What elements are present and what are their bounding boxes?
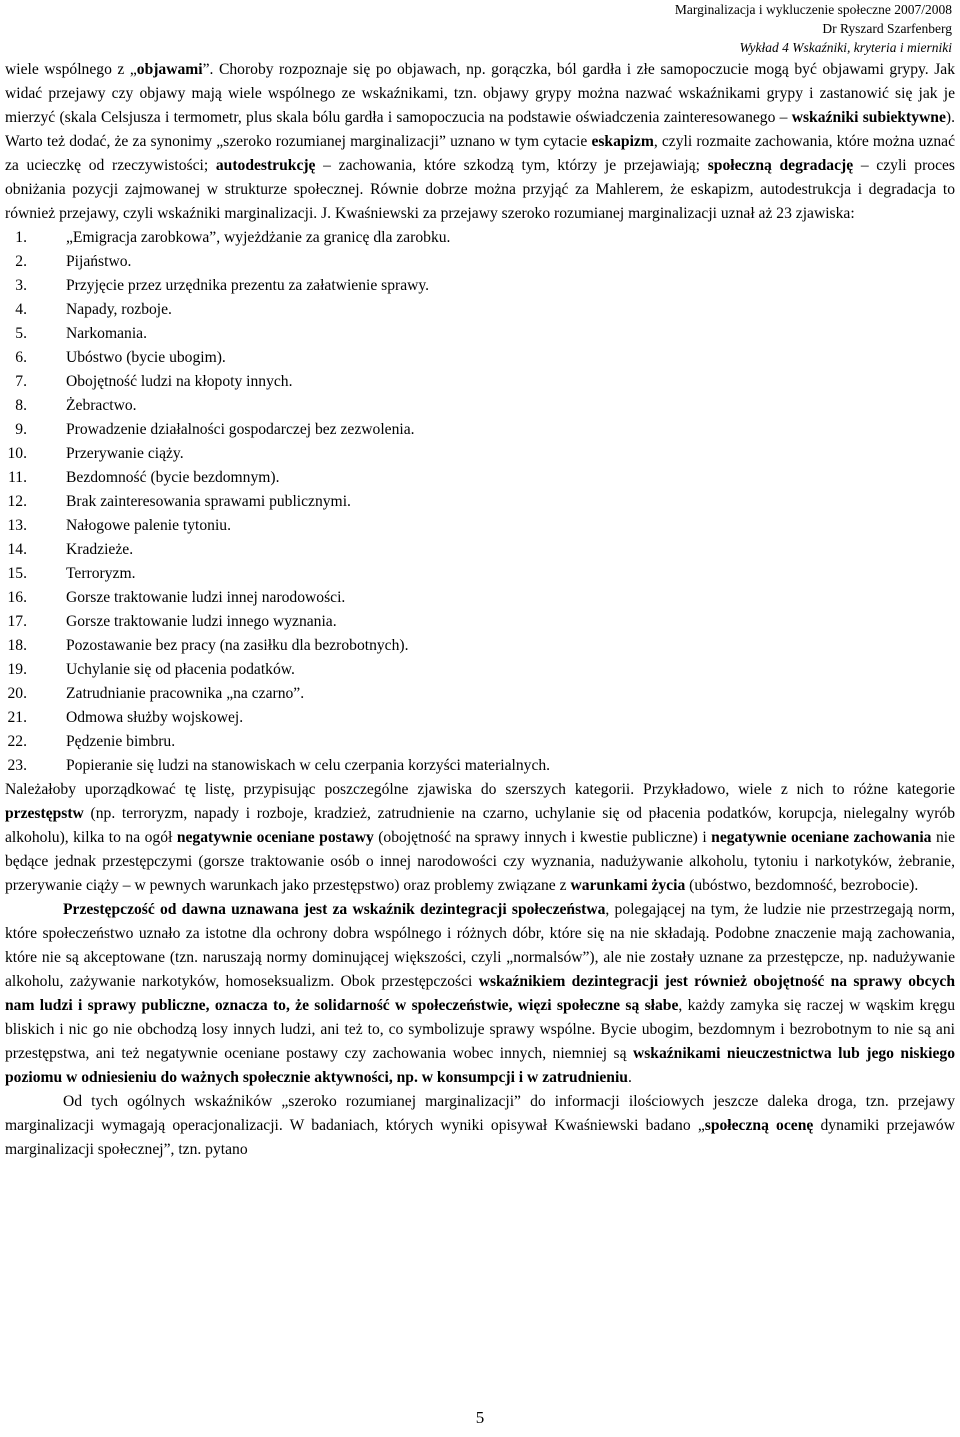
list-item-text: Prowadzenie działalności gospodarczej bez zezwolenia.: [66, 421, 415, 438]
list-item-number: 10.: [7, 445, 27, 462]
list-item: [5, 274, 955, 298]
bold-run: autodestrukcję: [215, 157, 316, 174]
bold-run: społeczną degradację: [707, 157, 854, 174]
list-item-number: 13.: [7, 517, 27, 534]
list-item-number: 19.: [7, 661, 27, 678]
list-item: [5, 538, 955, 562]
text-run: ). Warto też dodać, że za synonimy „szeroko rozumianej marginalizacji” uznano w tym cytacie: [5, 109, 955, 150]
list-item: [5, 226, 955, 250]
text-run: , polegającej na tym, że ludzie nie przestrzegają norm, które społeczeństwo uznało za istotne dla ochrony dobra wspólnego i różnych dóbr, które się na nie składają. Podobne znaczenie mają zachowania, które nie są akceptowane (tzn. naruszają normy dominującej większości, czyli „normalsów”), ale nie zostały uznane za przestępcze, np. nadużywanie alkoholu, zażywanie narkotyków, homoseksualizm. Obok przestępczości: [5, 901, 955, 990]
list-item: [5, 322, 955, 346]
list-item: [5, 490, 955, 514]
paragraph-crime: [5, 898, 955, 1090]
text-run: wiele wspólnego z „: [5, 61, 137, 78]
list-item-text: Pozostawanie bez pracy (na zasiłku dla bezrobotnych).: [66, 637, 409, 654]
list-item: [5, 754, 955, 778]
list-item: [5, 514, 955, 538]
text-run: nie będące jednak przestępczymi (gorsze traktowanie osób o innej narodowości czy wyznania, nadużywanie alkoholu, tytoniu i narkotyków, żebranie, przerywanie ciąży – w pewnych warunkach jako przestępstwo) oraz problemy związane z: [5, 829, 955, 894]
paragraph-operationalization: [5, 1090, 955, 1162]
paragraph-categories: [5, 778, 955, 898]
list-item: [5, 610, 955, 634]
list-item-text: Terroryzm.: [66, 565, 136, 582]
list-item: [5, 370, 955, 394]
list-item-number: 23.: [7, 757, 27, 774]
list-item-text: Narkomania.: [66, 325, 147, 342]
list-item-number: 8.: [15, 397, 27, 414]
list-item: [5, 442, 955, 466]
list-item-text: Popieranie się ludzi na stanowiskach w celu czerpania korzyści materialnych.: [66, 757, 551, 774]
list-item-text: Zatrudnianie pracownika „na czarno”.: [66, 685, 305, 702]
list-item-text: Ubóstwo (bycie ubogim).: [66, 349, 226, 366]
header-lecture-number: Wykład 4: [739, 40, 789, 55]
bold-run: eskapizm: [591, 133, 654, 150]
list-item: [5, 418, 955, 442]
header-lecture: [392, 38, 952, 57]
list-item-text: Pijaństwo.: [66, 253, 132, 270]
list-item: [5, 586, 955, 610]
list-item-number: 14.: [7, 541, 27, 558]
text-run: (np. terroryzm, napady i rozboje, kradzież, zatrudnienie na czarno, uchylanie się od płacenia podatków, korupcja, nielegalny wyrób alkoholu), kilka to na ogół: [5, 805, 955, 846]
list-item-number: 17.: [7, 613, 27, 630]
running-header: [392, 0, 952, 57]
list-item-text: Obojętność ludzi na kłopoty innych.: [66, 373, 293, 390]
list-item-text: Kradzieże.: [66, 541, 134, 558]
list-item: [5, 634, 955, 658]
list-item-number: 22.: [7, 733, 27, 750]
bold-run: objawami: [136, 61, 203, 78]
bold-run: wskaźniki subiektywne: [791, 109, 946, 126]
text-run: Należałoby uporządkować tę listę, przypisując poszczególne zjawiska do szerszych kategorii. Przykładowo, wiele z nich to różne kategorie: [5, 781, 955, 798]
list-item-number: 12.: [7, 493, 27, 510]
list-item-text: „Emigracja zarobkowa”, wyjeżdżanie za granicę dla zarobku.: [66, 229, 451, 246]
text-run: dynamiki przejawów marginalizacji społecznej”, tzn. pytano: [5, 1117, 955, 1158]
bold-run: warunkami życia: [570, 877, 686, 894]
header-course-title: Marginalizacja i wykluczenie społeczne 2007/2008: [674, 2, 952, 17]
list-item-number: 16.: [7, 589, 27, 606]
document-body: [5, 58, 955, 1162]
list-item-number: 20.: [7, 685, 27, 702]
text-run: , czyli rozmaite zachowania, które można uznać za ucieczkę od rzeczywistości;: [5, 133, 955, 174]
list-item-text: Pędzenie bimbru.: [66, 733, 176, 750]
list-item-text: Gorsze traktowanie ludzi innego wyznania.: [66, 613, 337, 630]
list-item-number: 15.: [7, 565, 27, 582]
header-lecture-subtopic: , kryteria i mierniki: [847, 40, 952, 55]
list-item-number: 4.: [15, 301, 27, 318]
list-item-number: 3.: [15, 277, 27, 294]
list-item-text: Bezdomność (bycie bezdomnym).: [66, 469, 280, 486]
list-item: [5, 466, 955, 490]
page-number: 5: [475, 1408, 485, 1427]
text-run: – zachowania, które szkodzą tym, którzy je przejawiają;: [315, 157, 708, 174]
bold-run: społeczną ocenę: [704, 1117, 814, 1134]
list-item-text: Odmowa służby wojskowej.: [66, 709, 244, 726]
list-item: [5, 250, 955, 274]
list-item-text: Uchylanie się od płacenia podatków.: [66, 661, 295, 678]
phenomena-list: [5, 226, 955, 778]
list-item-number: 11.: [8, 469, 27, 486]
bold-run: wskaźnikiem dezintegracji jest również obojętność na sprawy obcych nam ludzi i sprawy publiczne, oznacza to, że solidarność w społeczeństwie, więzi społeczne są słabe: [5, 973, 955, 1014]
list-item-number: 21.: [7, 709, 27, 726]
list-item-text: Żebractwo.: [66, 397, 137, 414]
list-item-number: 7.: [15, 373, 27, 390]
bold-run: przestępstw: [5, 805, 84, 822]
header-author: Dr Ryszard Szarfenberg: [822, 21, 952, 36]
list-item-text: Brak zainteresowania sprawami publicznymi.: [66, 493, 351, 510]
text-run: (ubóstwo, bezdomność, bezrobocie).: [685, 877, 919, 894]
list-item-text: Przyjęcie przez urzędnika prezentu za załatwienie sprawy.: [66, 277, 430, 294]
list-item-text: Przerywanie ciąży.: [66, 445, 184, 462]
text-run: Od tych ogólnych wskaźników „szeroko rozumianej marginalizacji” do informacji ilościowych jeszcze daleka droga, tzn. przejawy marginalizacji wymagają operacjonalizacji. W badaniach, których wyniki opisywał Kwaśniewski badano „: [5, 1093, 955, 1134]
list-item-number: 1.: [15, 229, 27, 246]
text-run: (obojętność na sprawy innych i kwestie publiczne) i: [373, 829, 712, 846]
list-item-number: 9.: [15, 421, 27, 438]
paragraph-intro: [5, 58, 955, 226]
bold-run: Przestępczość od dawna uznawana jest za wskaźnik dezintegracji społeczeństwa: [63, 901, 606, 918]
list-item: [5, 394, 955, 418]
bold-run: negatywnie oceniane zachowania: [711, 829, 932, 846]
list-item: [5, 298, 955, 322]
list-item: [5, 346, 955, 370]
list-item: [5, 706, 955, 730]
list-item: [5, 682, 955, 706]
list-item-text: Napady, rozboje.: [66, 301, 172, 318]
bold-run: wskaźnikami nieuczestnictwa lub jego niskiego poziomu w odniesieniu do ważnych społecznie aktywności, np. w konsumpcji i w zatrudnieniu: [5, 1045, 955, 1086]
bold-run: negatywnie oceniane postawy: [176, 829, 374, 846]
list-item: [5, 658, 955, 682]
text-run: .: [627, 1069, 632, 1086]
text-run: ”. Choroby rozpoznaje się po objawach, np. gorączka, ból gardła i złe samopoczucie mogą być objawami grypy. Jak widać przejawy czy objawy mają wiele wspólnego ze wskaźnikami, tzn. objawy grypy można nazwać wskaźnikami grypy i zastanowić się jak je mierzyć (skala Celsjusza i termometr, plus skala bólu gardła i samopoczucia na podstawie oświadczenia zainteresowanego –: [5, 61, 956, 126]
header-lecture-topic: Wskaźniki: [788, 40, 848, 55]
list-item: [5, 730, 955, 754]
list-item-number: 18.: [7, 637, 27, 654]
list-item-text: Gorsze traktowanie ludzi innej narodowości.: [66, 589, 346, 606]
list-item: [5, 562, 955, 586]
list-item-text: Nałogowe palenie tytoniu.: [66, 517, 231, 534]
text-run: , każdy zamyka się raczej w wąskim kręgu bliskich i nic go nie obchodzą losy innych ludzi, ani też to, co symbolizuje sprawy wspólne. Bycie ubogim, bezdomnym i bezrobotnym to nie są ani przestępstwa, ani też negatywnie oceniane postawy czy zachowania wobec innych, niemniej są: [5, 997, 956, 1062]
text-run: – czyli proces obniżania pozycji zajmowanej w strukturze społecznej. Równie dobrze można przyjąć za Mahlerem, że eskapizm, autodestrukcja i degradacja to również przejawy, czyli wskaźniki marginalizacji. J. Kwaśniewski za przejawy szeroko rozumianej marginalizacji uznał aż 23 zjawiska:: [5, 157, 955, 222]
list-item-number: 5.: [15, 325, 27, 342]
list-item-number: 6.: [15, 349, 27, 366]
list-item-number: 2.: [15, 253, 27, 270]
